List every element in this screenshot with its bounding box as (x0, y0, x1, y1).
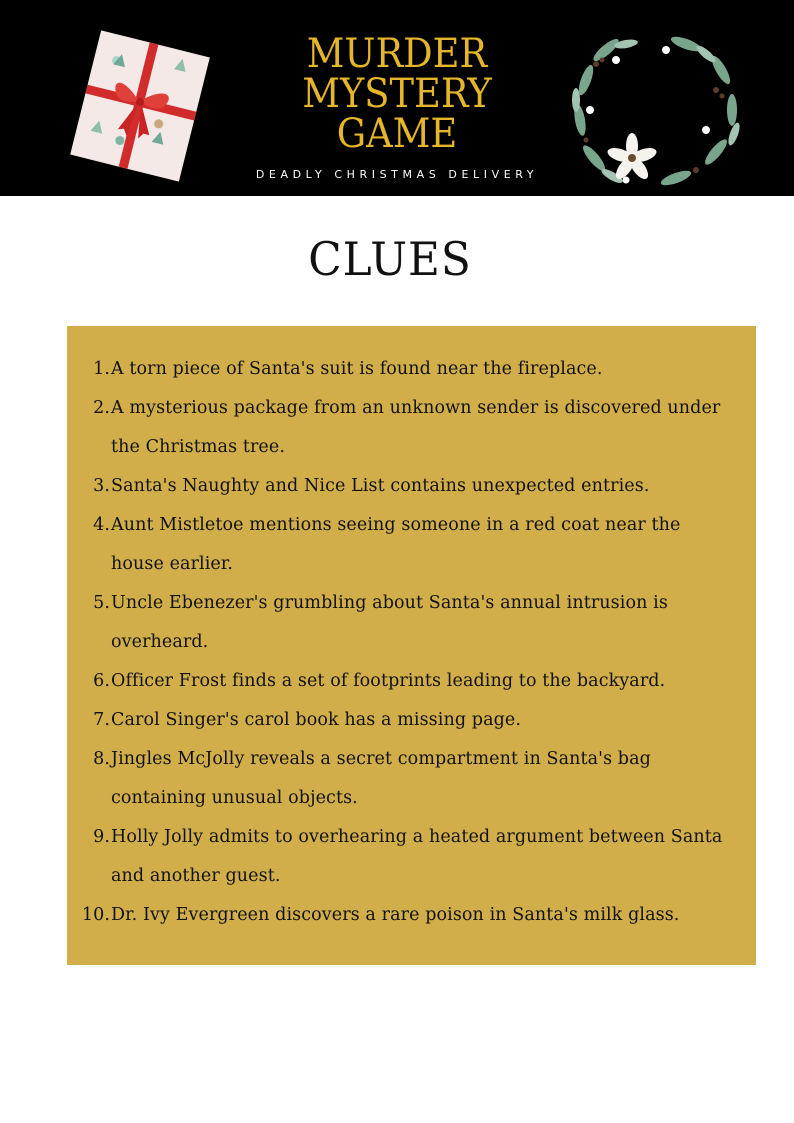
clue-text: Aunt Mistletoe mentions seeing someone in a red coat near the house earlier. (111, 515, 681, 574)
clue-item (67, 740, 756, 818)
clue-number: 5. (93, 593, 110, 613)
clue-item (67, 818, 756, 896)
clue-number: 1. (93, 359, 110, 379)
clue-text: Holly Jolly admits to overhearing a heated argument between Santa and another guest. (111, 827, 723, 886)
clue-item (67, 896, 756, 935)
clue-number: 3. (93, 476, 110, 496)
gift-box-image (70, 30, 210, 181)
clue-number: 4. (93, 515, 110, 535)
clue-number: 7. (93, 710, 110, 730)
gift-ribbon-icon (70, 30, 210, 181)
clue-text: A torn piece of Santa's suit is found near the fireplace. (111, 359, 603, 379)
clue-number: 10. (81, 905, 110, 925)
clue-item (67, 701, 756, 740)
clues-panel (67, 326, 756, 965)
clue-number: 9. (93, 827, 110, 847)
clue-text: Officer Frost finds a set of footprints leading to the backyard. (111, 671, 666, 691)
clue-item (67, 584, 756, 662)
clue-item (67, 506, 756, 584)
christmas-wreath-icon (566, 30, 744, 196)
clue-item (67, 467, 756, 506)
title-line-1: MURDER (306, 31, 488, 77)
clue-list (67, 350, 756, 935)
game-subtitle: DEADLY CHRISTMAS DELIVERY (255, 168, 539, 181)
clue-text: Jingles McJolly reveals a secret compartment in Santa's bag containing unusual objects. (111, 749, 651, 808)
clue-item (67, 389, 756, 467)
clue-number: 2. (93, 398, 110, 418)
title-line-2: MYSTERY (302, 71, 492, 117)
clue-text: A mysterious package from an unknown sender is discovered under the Christmas tree. (111, 398, 721, 457)
header-banner (0, 0, 794, 196)
page-heading: CLUES (308, 232, 472, 286)
clue-number: 6. (93, 671, 110, 691)
clue-text: Santa's Naughty and Nice List contains unexpected entries. (111, 476, 650, 496)
game-title (216, 31, 578, 157)
clue-item (67, 662, 756, 701)
clue-item (67, 350, 756, 389)
clue-text: Carol Singer's carol book has a missing page. (111, 710, 522, 730)
title-line-3: GAME (336, 111, 458, 157)
clue-text: Dr. Ivy Evergreen discovers a rare poison in Santa's milk glass. (111, 905, 680, 925)
clue-text: Uncle Ebenezer's grumbling about Santa's annual intrusion is overheard. (111, 593, 668, 652)
clue-number: 8. (93, 749, 110, 769)
